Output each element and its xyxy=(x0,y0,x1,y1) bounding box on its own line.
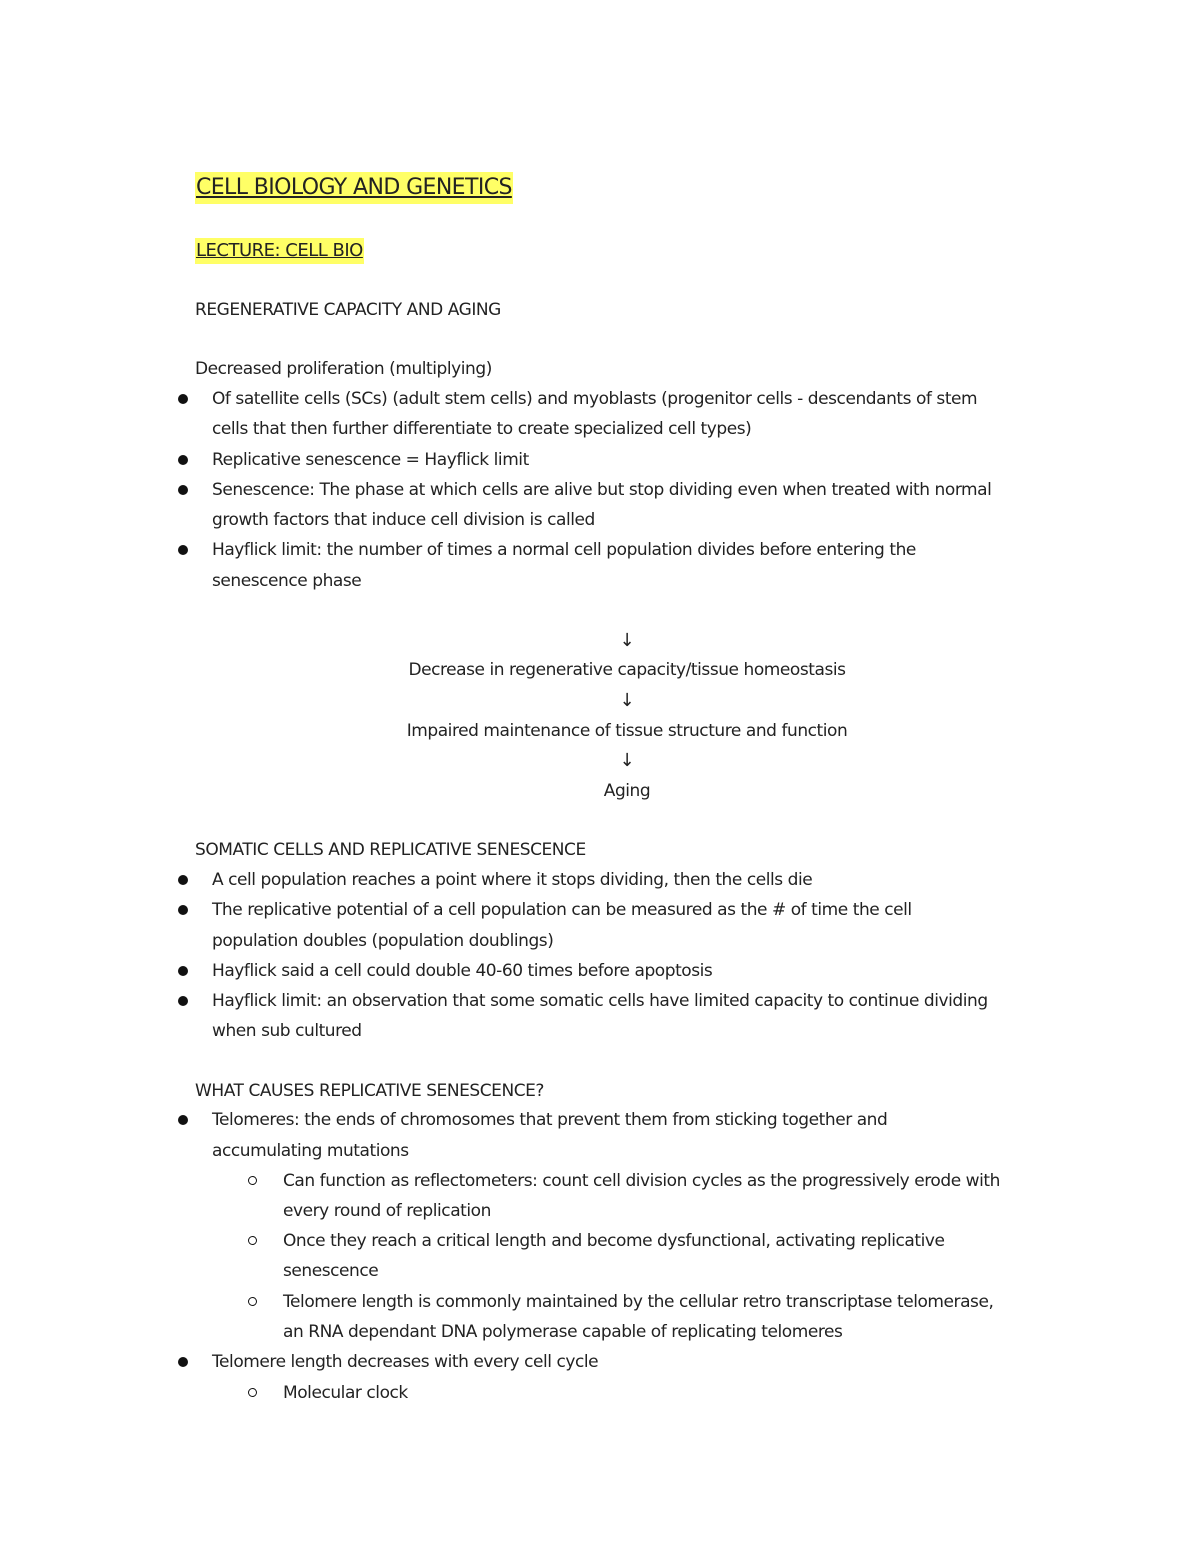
bullet-icon xyxy=(178,1357,188,1367)
list-item-line: Senescence: The phase at which cells are alive but stop dividing even when treated with normal xyxy=(212,480,992,500)
section-heading-somatic: SOMATIC CELLS AND REPLICATIVE SENESCENCE xyxy=(195,840,586,860)
bullet-icon xyxy=(178,905,188,915)
list-item-line: Telomeres: the ends of chromosomes that prevent them from sticking together and xyxy=(212,1110,888,1130)
list-item-line: when sub cultured xyxy=(212,1021,362,1041)
sub-list-item-line: Once they reach a critical length and become dysfunctional, activating replicative xyxy=(283,1231,945,1251)
bullet-icon xyxy=(178,966,188,976)
down-arrow-icon: ↓ xyxy=(619,630,635,651)
bullet-icon xyxy=(178,875,188,885)
section-heading-regenerative: REGENERATIVE CAPACITY AND AGING xyxy=(195,300,501,320)
section-intro: Decreased proliferation (multiplying) xyxy=(195,359,492,379)
bullet-icon xyxy=(178,1115,188,1125)
sub-bullet-icon xyxy=(248,1297,257,1306)
list-item-line: A cell population reaches a point where it stops dividing, then the cells die xyxy=(212,870,813,890)
sub-list-item-line: Molecular clock xyxy=(283,1383,408,1403)
section-heading-causes: WHAT CAUSES REPLICATIVE SENESCENCE? xyxy=(195,1081,544,1101)
sub-list-item-line: senescence xyxy=(283,1261,379,1281)
document-title: CELL BIOLOGY AND GENETICS xyxy=(195,172,513,204)
list-item-line: cells that then further differentiate to create specialized cell types) xyxy=(212,419,752,439)
bullet-icon xyxy=(178,455,188,465)
list-item-line: growth factors that induce cell division is called xyxy=(212,510,595,530)
list-item-line: accumulating mutations xyxy=(212,1141,409,1161)
list-item-line: Hayflick limit: an observation that some somatic cells have limited capacity to continue dividing xyxy=(212,991,988,1011)
bullet-icon xyxy=(178,394,188,404)
down-arrow-icon: ↓ xyxy=(619,690,635,711)
list-item-line: Replicative senescence = Hayflick limit xyxy=(212,450,529,470)
sub-list-item-line: every round of replication xyxy=(283,1201,491,1221)
sub-list-item-line: Can function as reflectometers: count cell division cycles as the progressively erode with xyxy=(283,1171,1000,1191)
bullet-icon xyxy=(178,996,188,1006)
bullet-icon xyxy=(178,485,188,495)
sub-list-item-line: an RNA dependant DNA polymerase capable of replicating telomeres xyxy=(283,1322,843,1342)
flow-step: Decrease in regenerative capacity/tissue homeostasis xyxy=(408,660,846,680)
sub-bullet-icon xyxy=(248,1176,257,1185)
list-item-line: Hayflick said a cell could double 40-60 times before apoptosis xyxy=(212,961,713,981)
list-item-line: population doubles (population doublings) xyxy=(212,931,554,951)
list-item-line: senescence phase xyxy=(212,571,362,591)
list-item-line: The replicative potential of a cell population can be measured as the # of time the cell xyxy=(212,900,912,920)
sub-bullet-icon xyxy=(248,1236,257,1245)
flow-step: Aging xyxy=(603,781,651,801)
down-arrow-icon: ↓ xyxy=(619,750,635,771)
flow-step: Impaired maintenance of tissue structure and function xyxy=(406,721,848,741)
sub-list-item-line: Telomere length is commonly maintained by the cellular retro transcriptase telomerase, xyxy=(283,1292,994,1312)
list-item-line: Hayflick limit: the number of times a normal cell population divides before entering the xyxy=(212,540,916,560)
list-item-line: Of satellite cells (SCs) (adult stem cells) and myoblasts (progenitor cells - descendants of stem xyxy=(212,389,978,409)
lecture-heading: LECTURE: CELL BIO xyxy=(195,238,364,264)
bullet-icon xyxy=(178,545,188,555)
sub-bullet-icon xyxy=(248,1388,257,1397)
list-item-line: Telomere length decreases with every cell cycle xyxy=(212,1352,599,1372)
